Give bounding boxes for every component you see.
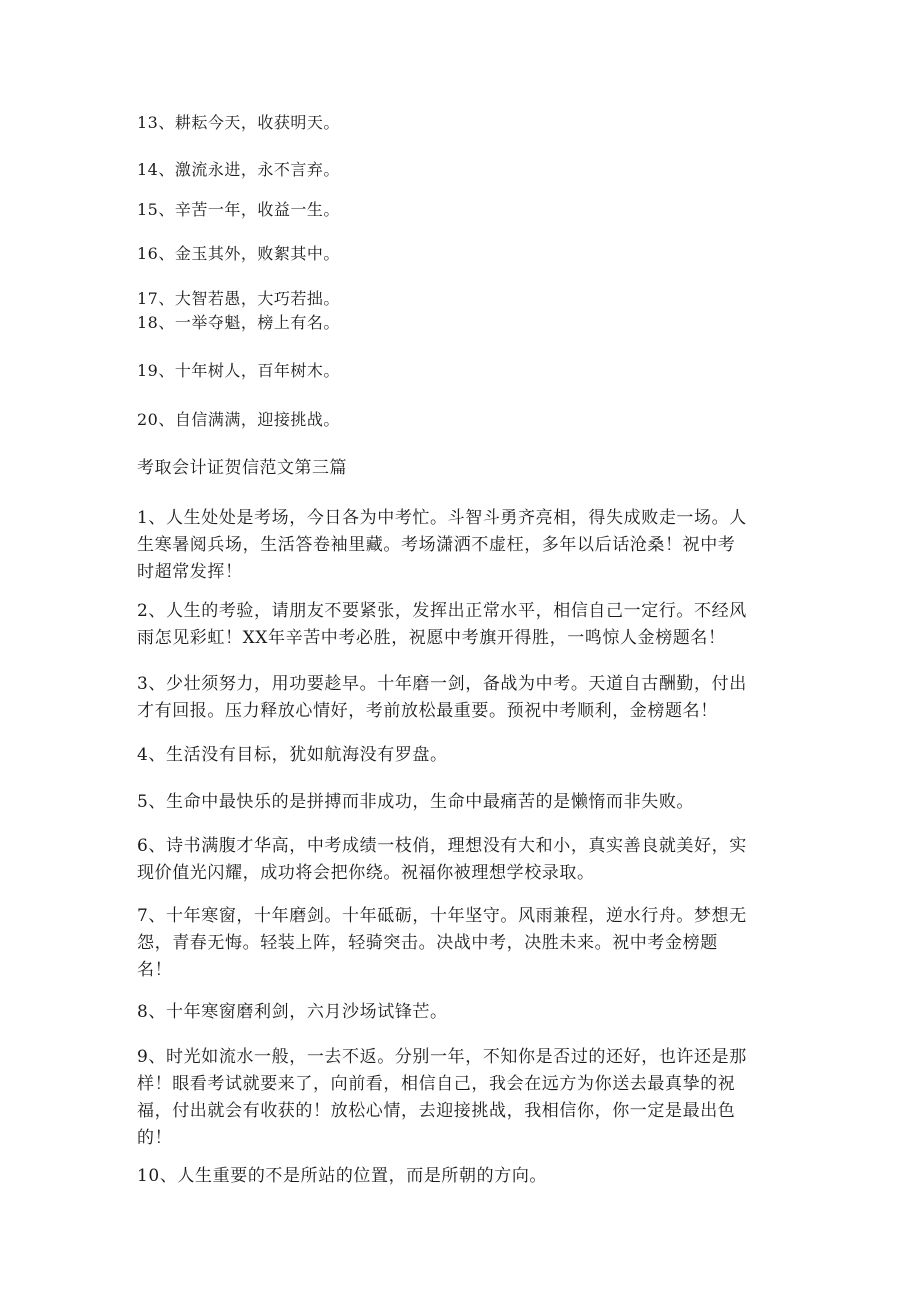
paragraph-line: 时超常发挥！: [137, 562, 243, 582]
paragraph: [137, 505, 787, 586]
paragraph: [137, 1163, 787, 1190]
paragraph-line: 的！: [137, 1128, 173, 1148]
list-item: 19、十年树人，百年树木。: [137, 361, 340, 380]
paragraph-line: 现价值光闪耀，成功将会把你绕。祝福你被理想学校录取。: [137, 863, 595, 883]
paragraph: [137, 1044, 787, 1152]
paragraph: [137, 833, 787, 887]
paragraph-line: 7、十年寒窗，十年磨剑。十年砥砺，十年坚守。风雨兼程，逆水行舟。梦想无: [137, 906, 747, 926]
list-item: 17、大智若愚，大巧若拙。: [137, 289, 340, 308]
list-item: 18、一举夺魁，榜上有名。: [137, 313, 340, 332]
list-item: 20、自信满满，迎接挑战。: [137, 410, 340, 429]
paragraph: [137, 742, 787, 769]
paragraph: [137, 903, 787, 984]
paragraph-line: 雨怎见彩虹！XX年辛苦中考必胜，祝愿中考旗开得胜，一鸣惊人金榜题名！: [137, 628, 726, 648]
paragraph-line: 名！: [137, 960, 173, 980]
paragraph-line: 9、时光如流水一般，一去不返。分别一年，不知你是否过的还好，也许还是那: [137, 1047, 747, 1067]
list-item: 13、耕耘今天，收获明天。: [137, 113, 340, 132]
paragraph-line: 怨，青春无悔。轻装上阵，轻骑突击。决战中考，决胜未来。祝中考金榜题: [137, 933, 718, 953]
list-item: 14、激流永进，永不言弃。: [137, 160, 340, 179]
paragraph: [137, 598, 787, 652]
paragraph-line: 4、生活没有目标，犹如航海没有罗盘。: [137, 745, 448, 765]
paragraph-line: 10、人生重要的不是所站的位置，而是所朝的方向。: [137, 1166, 548, 1186]
paragraph: [137, 671, 787, 725]
paragraph: [137, 999, 787, 1026]
paragraph-line: 生寒暑阅兵场，生活答卷袖里藏。考场潇洒不虚枉，多年以后话沧桑！祝中考: [137, 535, 736, 555]
paragraph-line: 8、十年寒窗磨利剑，六月沙场试锋芒。: [137, 1002, 448, 1022]
paragraph-line: 2、人生的考验，请朋友不要紧张，发挥出正常水平，相信自己一定行。不经风: [137, 601, 747, 621]
paragraph-line: 6、诗书满腹才华高，中考成绩一枝俏，理想没有大和小，真实善良就美好，实: [137, 836, 747, 856]
paragraph-line: 3、少壮须努力，用功要趁早。十年磨一剑，备战为中考。天道自古酬勤，付出: [137, 674, 747, 694]
paragraph-line: 样！眼看考试就要来了，向前看，相信自己，我会在远方为你送去最真挚的祝: [137, 1074, 736, 1094]
section-title: 考取会计证贺信范文第三篇: [137, 458, 347, 478]
paragraph: [137, 789, 787, 816]
paragraph-line: 福，付出就会有收获的！放松心情，去迎接挑战，我相信你，你一定是最出色: [137, 1101, 736, 1121]
list-item: 16、金玉其外，败絮其中。: [137, 244, 340, 263]
paragraph-line: 1、人生处处是考场，今日各为中考忙。斗智斗勇齐亮相，得失成败走一场。人: [137, 508, 747, 528]
paragraph-line: 才有回报。压力释放心情好，考前放松最重要。预祝中考顺利，金榜题名！: [137, 701, 718, 721]
list-item: 15、辛苦一年，收益一生。: [137, 200, 340, 219]
paragraph-line: 5、生命中最快乐的是拼搏而非成功，生命中最痛苦的是懒惰而非失败。: [137, 792, 695, 812]
